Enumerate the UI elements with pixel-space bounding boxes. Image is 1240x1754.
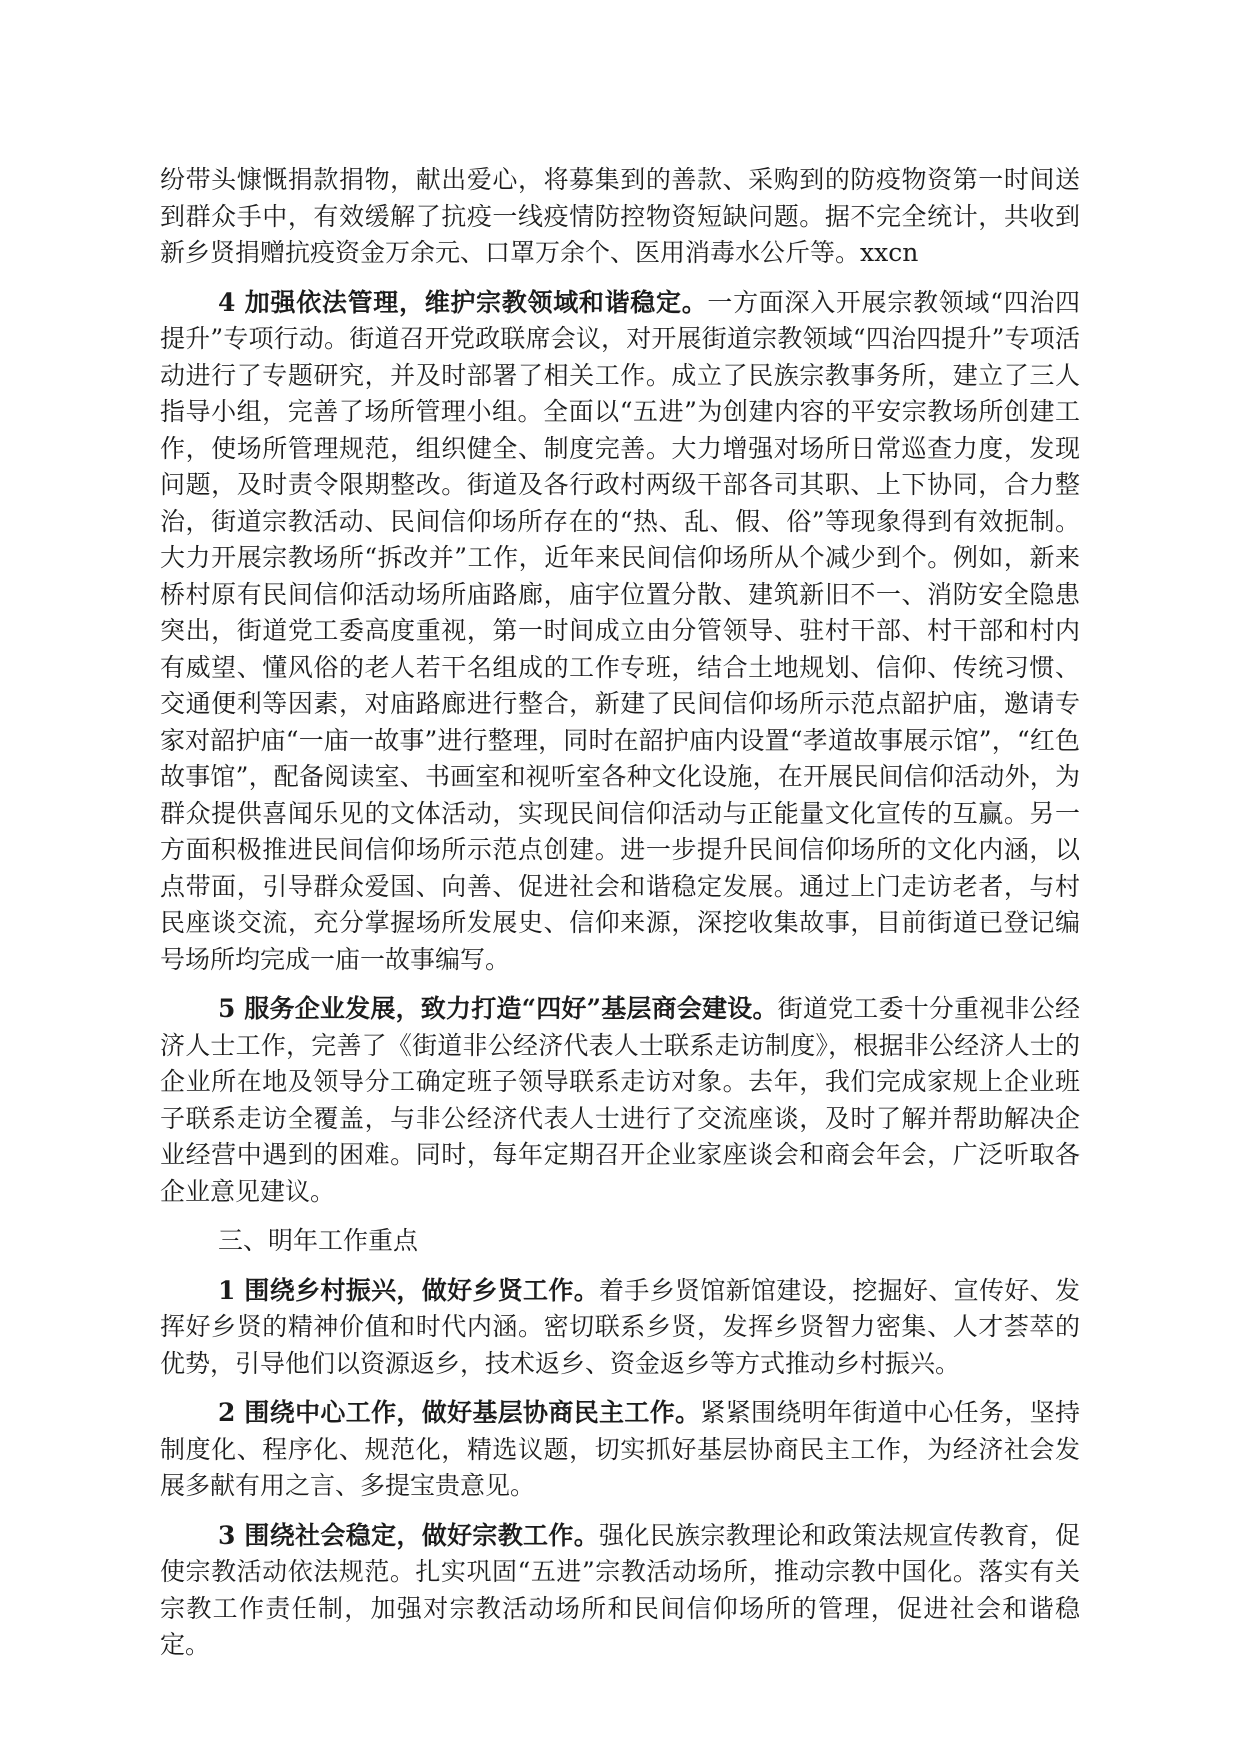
paragraph-lead: 1 围绕乡村振兴，做好乡贤工作。 — [218, 1275, 600, 1305]
paragraph-text: 一方面深入开展宗教领域“四治四提升”专项行动。街道召开党政联席会议，对开展街道宗教领域“四治四提升”专项活动进行了专题研究，并及时部署了相关工作。成立了民族宗教事务所，建立了三人指导小组，完善了场所管理小组。全面以“五进”为创建内容的平安宗教场所创建工作，使场所管理规范，组织健全、制度完善。大力增强对场所日常巡查力度，发现问题，及时责令限期整改。街道及各行政村两级干部各司其职、上下协同，合力整治，街道宗教活动、民间信仰场所存在的“热、乱、假、俗”等现象得到有效扼制。大力开展宗教场所“拆改并”工作，近年来民间信仰场所从个减少到个。例如，新来桥村原有民间信仰活动场所庙路廊，庙宇位置分散、建筑新旧不一、消防安全隐患突出，街道党工委高度重视，第一时间成立由分管领导、驻村干部、村干部和村内有威望、懂风俗的老人若干名组成的工作专班，结合土地规划、信仰、传统习惯、交通便利等因素，对庙路廊进行整合，新建了民间信仰场所示范点韶护庙，邀请专家对韶护庙“一庙一故事”进行整理，同时在韶护庙内设置“孝道故事展示馆”，“红色故事馆”，配备阅读室、书画室和视听室各种文化设施，在开展民间信仰活动外，为群众提供喜闻乐见的文体活动，实现民间信仰活动与正能量文化宣传的互赢。另一方面积极推进民间信仰场所示范点创建。进一步提升民间信仰场所的文化内涵，以点带面，引导群众爱国、向善、促进社会和谐稳定发展。通过上门走访老者，与村民座谈交流，充分掌握场所发展史、信仰来源，深挖收集故事，目前街道已登记编号场所均完成一庙一故事编写。 — [160, 287, 1080, 974]
section-heading-next-year — [160, 1223, 1080, 1260]
paragraph-lead: 2 围绕中心工作，做好基层协商民主工作。 — [218, 1398, 701, 1427]
paragraph-text: 纷带头慷慨捐款捐物，献出爱心，将募集到的善款、采购到的防疫物资第一时间送到群众手中，有效缓解了抗疫一线疫情防控物资短缺问题。据不完全统计，共收到新乡贤捐赠抗疫资金万余元、口罩万余个、医用消毒水公斤等。xxcn — [160, 165, 1080, 267]
document-body — [160, 162, 1080, 1677]
paragraph-text: 街道党工委十分重视非公经济人士工作，完善了《街道非公经济代表人士联系走访制度》，根据非公经济人士的企业所在地及领导分工确定班子领导联系走访对象。去年，我们完成家规上企业班子联系走访全覆盖，与非公经济代表人士进行了交流座谈，及时了解并帮助解决企业经营中遇到的困难。同时，每年定期召开企业家座谈会和商会年会，广泛听取各企业意见建议。 — [160, 994, 1080, 1206]
section-heading-text: 三、明年工作重点 — [218, 1226, 419, 1255]
paragraph-consultative-democracy — [160, 1395, 1080, 1505]
paragraph-continuation — [160, 162, 1080, 272]
paragraph-rural-revitalization — [160, 1273, 1080, 1383]
paragraph-lead: 5 服务企业发展，致力打造“四好”基层商会建设。 — [218, 994, 778, 1023]
paragraph-text: 紧紧围绕明年街道中心任务，坚持制度化、程序化、规范化，精选议题，切实抓好基层协商民主工作，为经济社会发展多献有用之言、多提宝贵意见。 — [160, 1398, 1080, 1500]
paragraph-text: 强化民族宗教理论和政策法规宣传教育，促使宗教活动依法规范。扎实巩固“五进”宗教活动场所，推动宗教中国化。落实有关宗教工作责任制，加强对宗教活动场所和民间信仰场所的管理，促进社会和谐稳定。 — [160, 1520, 1080, 1659]
paragraph-religion-management — [160, 285, 1080, 979]
paragraph-lead: 3 围绕社会稳定，做好宗教工作。 — [218, 1520, 600, 1550]
paragraph-text: 着手乡贤馆新馆建设，挖掘好、宣传好、发挥好乡贤的精神价值和时代内涵。密切联系乡贤，发挥乡贤智力密集、人才荟萃的优势，引导他们以资源返乡，技术返乡、资金返乡等方式推动乡村振兴。 — [160, 1275, 1080, 1378]
paragraph-enterprise-service — [160, 991, 1080, 1210]
paragraph-lead: 4 加强依法管理，维护宗教领域和谐稳定。 — [218, 287, 708, 317]
paragraph-social-stability — [160, 1518, 1080, 1664]
